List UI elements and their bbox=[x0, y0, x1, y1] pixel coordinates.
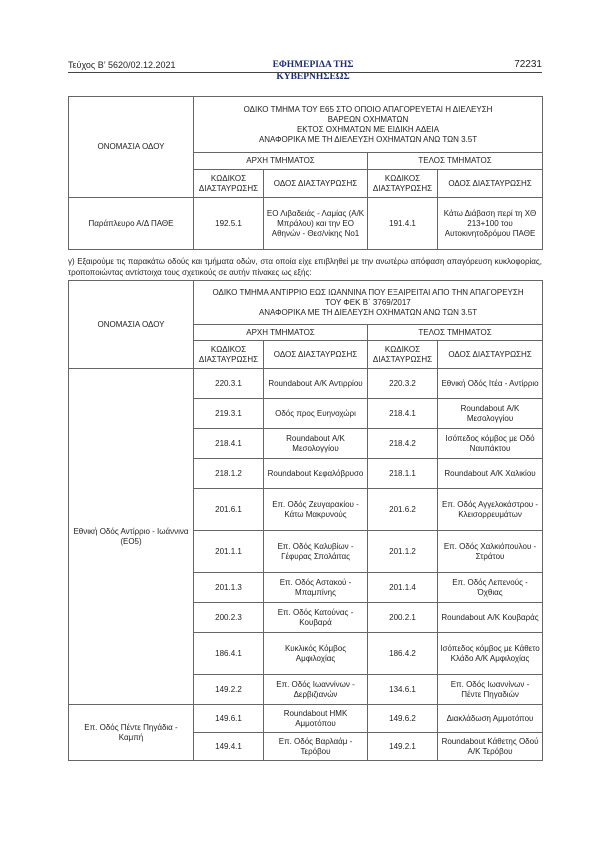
title-line: ΒΑΡΕΩΝ ΟΧΗΜΑΤΩΝ bbox=[327, 114, 409, 124]
start-code-cell: 192.5.1 bbox=[194, 198, 264, 250]
start-code-cell: 200.2.3 bbox=[194, 603, 264, 633]
end-road-cell: Επ. Οδός Χαλκιόπουλου - Στράτου bbox=[438, 531, 543, 573]
end-code-cell: 200.2.1 bbox=[368, 603, 438, 633]
start-road-cell: Roundabout Α/Κ Αντιρρίου bbox=[264, 369, 368, 399]
start-road-cell: Επ. Οδός Ζευγαρακίου - Κάτω Μακρυνούς bbox=[264, 489, 368, 531]
end-code-cell: 201.1.4 bbox=[368, 573, 438, 603]
start-code-cell: 186.4.1 bbox=[194, 633, 264, 675]
end-road-header: ΟΔΟΣ ΔΙΑΣΤΑΥΡΩΣΗΣ bbox=[438, 341, 543, 369]
start-code-cell: 201.6.1 bbox=[194, 489, 264, 531]
end-road-cell: Roundabout Α/Κ Χαλικίου bbox=[438, 459, 543, 489]
start-code-cell: 149.2.2 bbox=[194, 675, 264, 705]
end-road-cell: Διακλάδωση Αμμοτόπου bbox=[438, 705, 543, 733]
start-code-cell: 149.4.1 bbox=[194, 733, 264, 761]
end-code-cell: 149.6.2 bbox=[368, 705, 438, 733]
end-code-cell: 149.2.1 bbox=[368, 733, 438, 761]
end-code-cell: 218.4.2 bbox=[368, 429, 438, 459]
end-road-header: ΟΔΟΣ ΔΙΑΣΤΑΥΡΩΣΗΣ bbox=[438, 170, 543, 198]
title-line: ΟΔΙΚΟ ΤΜΗΜΑ ΑΝΤΙΡΡΙΟ ΕΩΣ ΙΩΑΝΝΙΝΑ ΠΟΥ ΕΞΑΙΡΕΙΤΑΙ ΑΠΟ ΤΗΝ ΑΠΑΓΟΡΕΥΣΗ bbox=[212, 287, 524, 297]
title-line: ΑΝΑΦΟΡΙΚΑ ΜΕ ΤΗ ΔΙΕΛΕΥΣΗ ΟΧΗΜΑΤΩΝ ΑΝΩ ΤΩΝ 3.5Τ bbox=[258, 134, 478, 144]
end-section-header: ΤΕΛΟΣ ΤΜΗΜΑΤΟΣ bbox=[368, 153, 543, 170]
start-road-cell: Roundabout Κεφαλόβρυσο bbox=[264, 459, 368, 489]
gazette-title: ΕΦΗΜΕΡΙΔΑ ΤΗΣ ΚΥΒΕΡΝΗΣΕΩΣ bbox=[272, 60, 354, 82]
end-code-cell: 201.1.2 bbox=[368, 531, 438, 573]
end-road-cell: Επ. Οδός Λεπενούς - Όχθιας bbox=[438, 573, 543, 603]
start-road-cell: Επ. Οδός Αστακού - Μπαμπίνης bbox=[264, 573, 368, 603]
page-number: 72231 bbox=[514, 59, 542, 70]
end-road-cell: Εθνική Οδός Ιτέα - Αντίρριο bbox=[438, 369, 543, 399]
start-road-header: ΟΔΟΣ ΔΙΑΣΤΑΥΡΩΣΗΣ bbox=[264, 341, 368, 369]
start-code-cell: 149.6.1 bbox=[194, 705, 264, 733]
road-name-cell: Επ. Οδός Πέντε Πηγάδια - Καμπή bbox=[69, 705, 194, 761]
title-line: ΑΝΑΦΟΡΙΚΑ ΜΕ ΤΗ ΔΙΕΛΕΥΣΗ ΟΧΗΜΑΤΩΝ ΑΝΩ ΤΩΝ 3.5Τ bbox=[258, 307, 478, 317]
start-road-cell: Κυκλικός Κόμβος Αμφιλοχίας bbox=[264, 633, 368, 675]
title-line: ΟΔΙΚΟ ΤΜΗΜΑ ΤΟΥ Ε65 ΣΤΟ ΟΠΟΙΟ ΑΠΑΓΟΡΕΥΕΤΑΙ Η ΔΙΕΛΕΥΣΗ bbox=[243, 104, 493, 114]
end-code-cell: 218.1.1 bbox=[368, 459, 438, 489]
road-name-header: ΟΝΟΜΑΣΙΑ ΟΔΟΥ bbox=[69, 281, 194, 369]
end-road-cell: Κάτω Διάβαση περί τη ΧΘ 213+100 του Αυτοκινητοδρόμου ΠΑΘΕ bbox=[438, 198, 543, 250]
exemption-table bbox=[68, 280, 543, 761]
start-road-cell: Επ. Οδός Βαρλαάμ - Τερόβου bbox=[264, 733, 368, 761]
end-road-cell: Roundabout Α/Κ Μεσολογγίου bbox=[438, 399, 543, 429]
title-line: ΕΚΤΟΣ ΟΧΗΜΑΤΩΝ ΜΕ ΕΙΔΙΚΗ ΑΔΕΙΑ bbox=[296, 124, 440, 134]
end-section-header: ΤΕΛΟΣ ΤΜΗΜΑΤΟΣ bbox=[368, 325, 543, 341]
start-code-cell: 218.4.1 bbox=[194, 429, 264, 459]
end-code-cell: 134.6.1 bbox=[368, 675, 438, 705]
start-section-header: ΑΡΧΗ ΤΜΗΜΑΤΟΣ bbox=[194, 325, 368, 341]
start-road-cell: Roundabout Α/Κ Μεσολογγίου bbox=[264, 429, 368, 459]
start-code-cell: 201.1.3 bbox=[194, 573, 264, 603]
start-code-header: ΚΩΔΙΚΟΣ ΔΙΑΣΤΑΥΡΩΣΗΣ bbox=[194, 341, 264, 369]
exemption-paragraph: γ) Εξαιρούμε τις παρακάτω οδούς και τμήματα οδών, στα οποία είχε επιβληθεί με την ανωτέρω απόφαση απαγόρευση κυκλοφορίας, τροποποιώντας αντίστοιχα τους σχετικούς σε αυτήν πίνακες ως εξής: bbox=[68, 257, 542, 277]
road-name-header: ΟΝΟΜΑΣΙΑ ΟΔΟΥ bbox=[69, 97, 194, 198]
start-code-cell: 201.1.1 bbox=[194, 531, 264, 573]
road-name-cell: Εθνική Οδός Αντίρριο - Ιωάννινα (ΕΟ5) bbox=[69, 369, 194, 705]
end-code-cell: 191.4.1 bbox=[368, 198, 438, 250]
end-road-cell: Ισόπεδος κόμβος με Κάθετο Κλάδο Α/Κ Αμφιλοχίας bbox=[438, 633, 543, 675]
end-code-cell: 220.3.2 bbox=[368, 369, 438, 399]
start-road-cell: Επ. Οδός Κατούνας - Κουβαρά bbox=[264, 603, 368, 633]
end-code-cell: 218.4.1 bbox=[368, 399, 438, 429]
start-road-cell: Οδός προς Ευηνοχώρι bbox=[264, 399, 368, 429]
end-road-cell: Επ. Οδός Ιωαννίνων - Πέντε Πηγαδιών bbox=[438, 675, 543, 705]
table-row bbox=[69, 369, 543, 399]
road-name-cell: Παράπλευρο Α/Δ ΠΑΘΕ bbox=[69, 198, 194, 250]
table-title bbox=[194, 281, 543, 325]
header-divider bbox=[68, 72, 542, 73]
end-code-header: ΚΩΔΙΚΟΣ ΔΙΑΣΤΑΥΡΩΣΗΣ bbox=[368, 341, 438, 369]
start-road-cell: Επ. Οδός Ιωαννίνων - Δερβιζιανών bbox=[264, 675, 368, 705]
start-road-cell: Roundabout ΗΜΚ Αμμοτόπου bbox=[264, 705, 368, 733]
end-code-cell: 186.4.2 bbox=[368, 633, 438, 675]
table-row bbox=[69, 198, 543, 250]
end-road-cell: Επ. Οδός Αγγελοκάστρου - Κλεισορρευμάτων bbox=[438, 489, 543, 531]
start-code-header: ΚΩΔΙΚΟΣ ΔΙΑΣΤΑΥΡΩΣΗΣ bbox=[194, 170, 264, 198]
page-header bbox=[68, 59, 542, 82]
table-row bbox=[69, 705, 543, 733]
start-road-cell: Επ. Οδός Καλυβίων - Γέφυρας Σπολάιτας bbox=[264, 531, 368, 573]
start-code-cell: 218.1.2 bbox=[194, 459, 264, 489]
start-road-header: ΟΔΟΣ ΔΙΑΣΤΑΥΡΩΣΗΣ bbox=[264, 170, 368, 198]
end-code-cell: 201.6.2 bbox=[368, 489, 438, 531]
start-road-cell: ΕΟ Λιβαδειάς - Λαμίας (Α/Κ Μπράλου) και την ΕΟ Αθηνών - Θεσ/νίκης Νο1 bbox=[264, 198, 368, 250]
end-road-cell: Roundabout Α/Κ Κουβαράς bbox=[438, 603, 543, 633]
start-code-cell: 220.3.1 bbox=[194, 369, 264, 399]
start-code-cell: 219.3.1 bbox=[194, 399, 264, 429]
end-code-header: ΚΩΔΙΚΟΣ ΔΙΑΣΤΑΥΡΩΣΗΣ bbox=[368, 170, 438, 198]
table-title bbox=[194, 97, 543, 153]
title-line: ΤΟΥ ΦΕΚ Β΄ 3769/2017 bbox=[325, 297, 411, 307]
start-section-header: ΑΡΧΗ ΤΜΗΜΑΤΟΣ bbox=[194, 153, 368, 170]
issue-label: Τεύχος B’ 5620/02.12.2021 bbox=[68, 60, 176, 70]
end-road-cell: Ισόπεδος κόμβος με Οδό Ναυπάκτου bbox=[438, 429, 543, 459]
end-road-cell: Roundabout Κάθετης Οδού Α/Κ Τερόβου bbox=[438, 733, 543, 761]
restriction-table bbox=[68, 96, 543, 250]
